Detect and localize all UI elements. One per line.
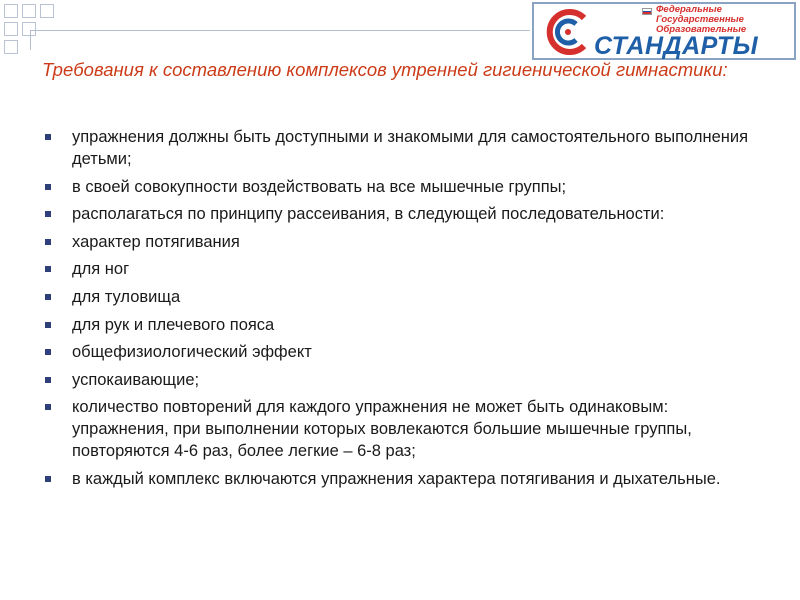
- list-item: [42, 176, 762, 198]
- bullet-icon: [45, 349, 51, 355]
- list-item: [42, 369, 762, 391]
- logo-line-2: Государственные: [656, 14, 744, 25]
- decor-square: [40, 4, 54, 18]
- decor-square: [22, 4, 36, 18]
- list-item-text: характер потягивания: [72, 232, 240, 251]
- requirements-list: [42, 126, 762, 496]
- list-item-text: упражнения должны быть доступными и знакомыми для самостоятельного выполнения детьми;: [72, 128, 749, 168]
- logo-caption: [656, 5, 746, 35]
- bullet-icon: [45, 294, 51, 300]
- bullet-icon: [45, 266, 51, 272]
- bullet-icon: [45, 134, 51, 140]
- list-item-text: в каждый комплекс включаются упражнения характера потягивания и дыхательные.: [72, 469, 721, 488]
- side-rule: [30, 30, 31, 50]
- bullet-icon: [45, 322, 51, 328]
- list-item-text: общефизиологический эффект: [72, 343, 312, 362]
- bullet-icon: [45, 239, 51, 245]
- list-item: [42, 341, 762, 363]
- top-rule: [30, 30, 530, 31]
- decor-square: [4, 40, 18, 54]
- list-item-text: в своей совокупности воздействовать на все мышечные группы;: [72, 177, 567, 196]
- list-item-text: для ног: [72, 260, 130, 279]
- list-item: [42, 314, 762, 336]
- list-item: [42, 396, 762, 462]
- list-item: [42, 203, 762, 225]
- list-item: [42, 468, 762, 490]
- fgos-logo: [532, 2, 796, 60]
- list-item-text: для туловища: [72, 287, 181, 306]
- slide-title: Требования к составлению комплексов утренней гигиенической гимнастики:: [42, 59, 728, 80]
- bullet-icon: [45, 377, 51, 383]
- list-item: [42, 258, 762, 280]
- list-item-text: располагаться по принципу рассеивания, в следующей последовательности:: [72, 205, 665, 224]
- fgos-emblem-icon: [540, 6, 596, 58]
- list-item-text: для рук и плечевого пояса: [72, 315, 275, 334]
- bullet-icon: [45, 404, 51, 410]
- bullet-icon: [45, 211, 51, 217]
- decor-square: [22, 22, 36, 36]
- bullet-icon: [45, 476, 51, 482]
- logo-brand-text: СТАНДАРТЫ: [594, 32, 759, 60]
- decor-square: [4, 22, 18, 36]
- list-item: [42, 286, 762, 308]
- russian-flag-icon: [642, 8, 652, 15]
- logo-line-3: Образовательные: [656, 24, 747, 35]
- list-item: [42, 126, 762, 170]
- list-item-text: количество повторений для каждого упражнения не может быть одинаковым: упражнения, при выполнении которых вовлекаются большие мышечные группы, повторяются 4-6 раз, более легкие – 6-8 раз;: [72, 398, 692, 461]
- list-item: [42, 231, 762, 253]
- logo-line-1: Федеральные: [656, 4, 722, 15]
- decor-square: [4, 4, 18, 18]
- bullet-icon: [45, 184, 51, 190]
- list-item-text: успокаивающие;: [72, 370, 200, 389]
